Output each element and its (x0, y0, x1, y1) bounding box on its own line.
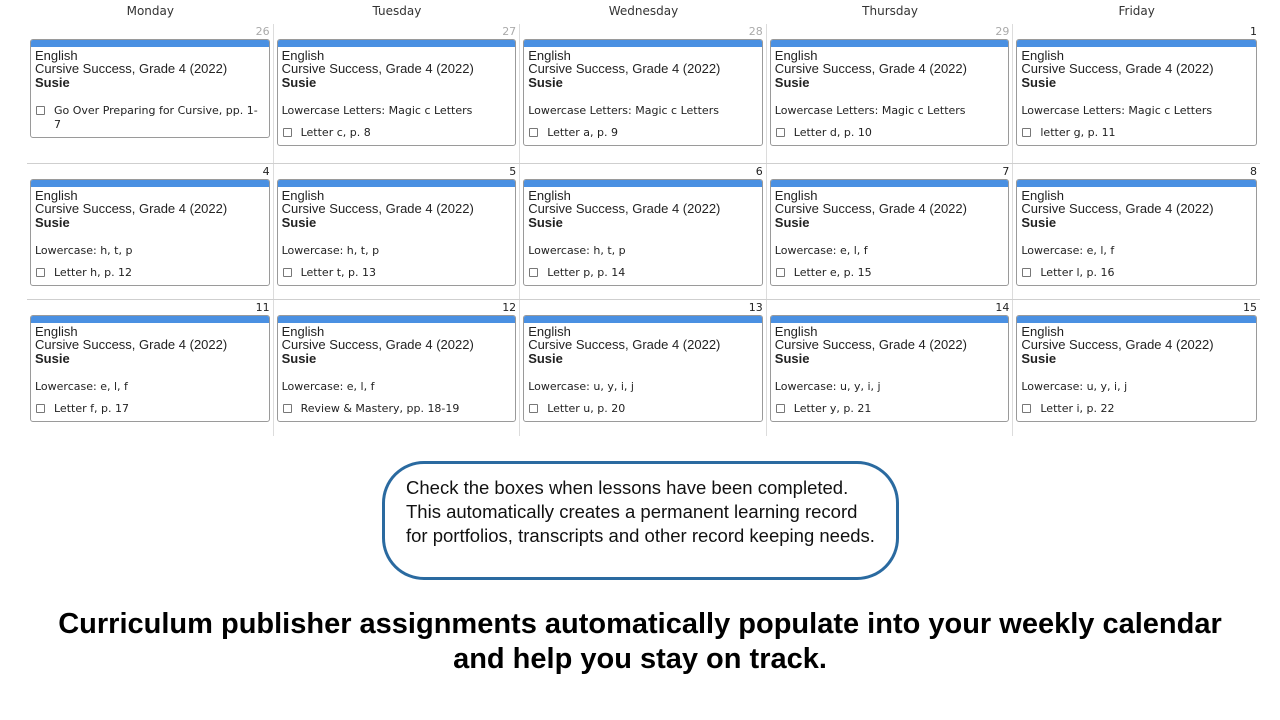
lesson-card-body (1017, 47, 1256, 145)
lesson-subject: English (1021, 324, 1065, 339)
day-number: 4 (262, 165, 270, 178)
lesson-card-body (31, 47, 269, 137)
lesson-card-accent-bar (1017, 40, 1256, 47)
lesson-course: Cursive Success, Grade 4 (2022) (1021, 201, 1214, 216)
lesson-student: Susie (774, 75, 810, 90)
lesson-student: Susie (35, 215, 70, 230)
lesson-subject: English (774, 324, 818, 339)
lesson-complete-checkbox[interactable] (776, 128, 785, 137)
calendar-day-cell (27, 300, 274, 436)
lesson-card-accent-bar (771, 180, 1009, 187)
lesson-card-body (1017, 187, 1256, 285)
lesson-topic: Lowercase Letters: Magic c Letters (1021, 104, 1213, 117)
calendar-day-cell (1013, 24, 1260, 163)
day-number: 15 (1242, 301, 1257, 314)
day-number: 12 (502, 301, 517, 314)
lesson-topic: Lowercase: e, l, f (35, 380, 128, 393)
weekday-header: Monday (126, 4, 174, 18)
calendar-day-cell (767, 24, 1014, 163)
lesson-card[interactable] (30, 315, 270, 422)
lesson-course: Cursive Success, Grade 4 (2022) (281, 61, 474, 76)
lesson-topic: Lowercase Letters: Magic c Letters (528, 104, 719, 117)
calendar-week-row (27, 299, 1260, 436)
lesson-task-label: Letter y, p. 21 (793, 402, 872, 415)
lesson-topic: Lowercase: h, t, p (35, 244, 133, 257)
lesson-topic: Lowercase: u, y, i, j (528, 380, 634, 393)
day-number: 26 (255, 25, 270, 38)
calendar-day-cell (1013, 164, 1260, 300)
lesson-task-label: Review & Mastery, pp. 18-19 (300, 402, 460, 415)
lesson-task-label: Letter t, p. 13 (300, 266, 376, 279)
lesson-card[interactable] (1016, 39, 1257, 146)
lesson-subject: English (35, 324, 78, 339)
lesson-card[interactable] (523, 179, 763, 286)
lesson-card-body (278, 323, 516, 421)
lesson-card-body (524, 187, 762, 285)
lesson-card-accent-bar (524, 316, 762, 323)
calendar-day-cell (520, 164, 767, 300)
lesson-course: Cursive Success, Grade 4 (2022) (774, 337, 967, 352)
lesson-topic: Lowercase: e, l, f (1021, 244, 1115, 257)
lesson-task-label: Letter p, p. 14 (547, 266, 626, 279)
lesson-card-body (31, 323, 269, 421)
lesson-task-label: Letter u, p. 20 (547, 402, 626, 415)
lesson-card[interactable] (30, 39, 270, 138)
lesson-task-label: Letter e, p. 15 (793, 266, 872, 279)
calendar-day-cell (274, 164, 521, 300)
lesson-task (528, 126, 758, 140)
lesson-card[interactable] (277, 39, 517, 146)
weekday-header: Thursday (862, 4, 918, 18)
lesson-topic: Lowercase: e, l, f (281, 380, 375, 393)
lesson-complete-checkbox[interactable] (776, 404, 785, 413)
calendar-day-cell (767, 164, 1014, 300)
lesson-task (528, 402, 758, 416)
lesson-card-accent-bar (771, 40, 1009, 47)
calendar-day-cell (274, 24, 521, 163)
lesson-complete-checkbox[interactable] (283, 404, 292, 413)
day-number: 13 (748, 301, 763, 314)
lesson-complete-checkbox[interactable] (36, 106, 45, 115)
lesson-card-accent-bar (31, 316, 269, 323)
lesson-subject: English (1021, 48, 1065, 63)
lesson-course: Cursive Success, Grade 4 (2022) (281, 337, 474, 352)
lesson-task (1021, 402, 1252, 416)
lesson-card-body (278, 47, 516, 145)
weekday-header: Tuesday (372, 4, 422, 18)
lesson-subject: English (528, 188, 571, 203)
calendar-day-cell (1013, 300, 1260, 436)
promo-headline: Curriculum publisher assignments automatically populate into your weekly calendar and help you stay on track. (58, 608, 1222, 675)
lesson-card-body (31, 187, 269, 285)
lesson-task-label: Letter c, p. 8 (300, 126, 371, 139)
lesson-student: Susie (1021, 351, 1057, 366)
calendar-week-row (27, 24, 1260, 163)
lesson-student: Susie (35, 351, 70, 366)
day-number: 6 (755, 165, 763, 178)
lesson-student: Susie (774, 215, 810, 230)
lesson-card-accent-bar (278, 180, 516, 187)
lesson-card-accent-bar (524, 40, 762, 47)
lesson-card[interactable] (277, 315, 517, 422)
lesson-card-accent-bar (524, 180, 762, 187)
day-number: 5 (509, 165, 517, 178)
lesson-card-body (1017, 323, 1256, 421)
lesson-course: Cursive Success, Grade 4 (2022) (35, 201, 228, 216)
lesson-subject: English (774, 188, 818, 203)
lesson-complete-checkbox[interactable] (36, 404, 45, 413)
lesson-task (282, 266, 512, 280)
lesson-course: Cursive Success, Grade 4 (2022) (1021, 337, 1214, 352)
day-number: 27 (502, 25, 517, 38)
day-number: 11 (255, 301, 270, 314)
lesson-subject: English (281, 324, 325, 339)
lesson-task (528, 266, 758, 280)
lesson-task (282, 402, 512, 416)
lesson-complete-checkbox[interactable] (283, 128, 292, 137)
lesson-card[interactable] (30, 179, 270, 286)
lesson-card-body (278, 187, 516, 285)
day-number: 8 (1249, 165, 1257, 178)
lesson-card[interactable] (523, 39, 763, 146)
lesson-card-body (771, 47, 1009, 145)
lesson-card[interactable] (770, 39, 1010, 146)
info-callout (382, 461, 899, 580)
lesson-task (1021, 126, 1252, 140)
lesson-task (35, 266, 265, 280)
lesson-card[interactable] (523, 315, 763, 422)
day-number: 14 (995, 301, 1010, 314)
lesson-task (282, 126, 512, 140)
lesson-task-label: Letter f, p. 17 (54, 402, 129, 415)
lesson-card-accent-bar (278, 40, 516, 47)
lesson-student: Susie (281, 215, 317, 230)
lesson-complete-checkbox[interactable] (529, 268, 538, 277)
lesson-topic: Lowercase: u, y, i, j (774, 380, 881, 393)
lesson-card-body (524, 323, 762, 421)
lesson-student: Susie (1021, 215, 1057, 230)
lesson-course: Cursive Success, Grade 4 (2022) (1021, 61, 1214, 76)
lesson-topic: Lowercase: h, t, p (281, 244, 380, 257)
lesson-card[interactable] (1016, 315, 1257, 422)
lesson-student: Susie (281, 75, 317, 90)
lesson-course: Cursive Success, Grade 4 (2022) (281, 201, 474, 216)
lesson-card-accent-bar (278, 316, 516, 323)
lesson-topic: Lowercase Letters: Magic c Letters (774, 104, 966, 117)
calendar-day-cell (520, 300, 767, 436)
day-number: 7 (1002, 165, 1010, 178)
lesson-student: Susie (35, 75, 70, 90)
lesson-card-accent-bar (1017, 316, 1256, 323)
lesson-course: Cursive Success, Grade 4 (2022) (528, 61, 721, 76)
lesson-subject: English (528, 48, 571, 63)
lesson-task-label: letter g, p. 11 (1040, 126, 1116, 139)
weekday-header: Friday (1118, 4, 1155, 18)
lesson-complete-checkbox[interactable] (776, 268, 785, 277)
calendar-day-cell (520, 24, 767, 163)
lesson-subject: English (35, 188, 78, 203)
lesson-card-accent-bar (31, 180, 269, 187)
lesson-topic: Lowercase: u, y, i, j (1021, 380, 1128, 393)
lesson-task (35, 402, 265, 416)
day-number: 1 (1249, 25, 1257, 38)
lesson-task (775, 126, 1005, 140)
lesson-course: Cursive Success, Grade 4 (2022) (35, 61, 228, 76)
lesson-task (775, 266, 1005, 280)
lesson-student: Susie (528, 75, 563, 90)
calendar-day-cell (767, 300, 1014, 436)
lesson-course: Cursive Success, Grade 4 (2022) (35, 337, 228, 352)
lesson-complete-checkbox[interactable] (529, 404, 538, 413)
lesson-complete-checkbox[interactable] (283, 268, 292, 277)
lesson-complete-checkbox[interactable] (529, 128, 538, 137)
lesson-card[interactable] (1016, 179, 1257, 286)
lesson-task-label: Letter a, p. 9 (547, 126, 619, 139)
lesson-student: Susie (281, 351, 317, 366)
lesson-task-label: Letter l, p. 16 (1040, 266, 1115, 279)
lesson-card-accent-bar (31, 40, 269, 47)
lesson-complete-checkbox[interactable] (1022, 128, 1031, 137)
lesson-task (1021, 266, 1252, 280)
lesson-topic: Lowercase: e, l, f (774, 244, 868, 257)
callout-text: Check the boxes when lessons have been completed. This automatically creates a permanent learning record for portfolios, transcripts and other record keeping needs. (406, 477, 875, 546)
weekday-header: Wednesday (608, 4, 679, 18)
lesson-task-label: Letter i, p. 22 (1040, 402, 1115, 415)
day-number: 29 (995, 25, 1010, 38)
lesson-task-label: Letter d, p. 10 (793, 126, 872, 139)
lesson-course: Cursive Success, Grade 4 (2022) (528, 337, 721, 352)
lesson-course: Cursive Success, Grade 4 (2022) (774, 201, 967, 216)
lesson-card[interactable] (277, 179, 517, 286)
calendar-day-cell (27, 24, 274, 163)
lesson-student: Susie (1021, 75, 1057, 90)
lesson-complete-checkbox[interactable] (1022, 404, 1031, 413)
lesson-task (775, 402, 1005, 416)
lesson-complete-checkbox[interactable] (36, 268, 45, 277)
lesson-card[interactable] (770, 315, 1010, 422)
lesson-student: Susie (528, 351, 563, 366)
lesson-subject: English (774, 48, 818, 63)
lesson-task-label: Go Over Preparing for Cursive, pp. 1-7 (54, 104, 258, 131)
lesson-complete-checkbox[interactable] (1022, 268, 1031, 277)
lesson-card-body (524, 47, 762, 145)
lesson-subject: English (1021, 188, 1065, 203)
lesson-course: Cursive Success, Grade 4 (2022) (528, 201, 721, 216)
lesson-card-body (771, 323, 1009, 421)
lesson-subject: English (528, 324, 571, 339)
lesson-subject: English (281, 48, 325, 63)
calendar-day-cell (27, 164, 274, 300)
lesson-card[interactable] (770, 179, 1010, 286)
lesson-subject: English (35, 48, 78, 63)
lesson-topic: Lowercase Letters: Magic c Letters (281, 104, 473, 117)
lesson-course: Cursive Success, Grade 4 (2022) (774, 61, 967, 76)
day-number: 28 (748, 25, 763, 38)
weekday-header-row (27, 0, 1260, 24)
lesson-card-accent-bar (771, 316, 1009, 323)
calendar-day-cell (274, 300, 521, 436)
lesson-topic: Lowercase: h, t, p (528, 244, 626, 257)
calendar-week-row (27, 163, 1260, 300)
lesson-student: Susie (528, 215, 563, 230)
lesson-subject: English (281, 188, 325, 203)
lesson-student: Susie (774, 351, 810, 366)
lesson-card-accent-bar (1017, 180, 1256, 187)
lesson-task (35, 104, 265, 132)
lesson-card-body (771, 187, 1009, 285)
lesson-task-label: Letter h, p. 12 (54, 266, 133, 279)
